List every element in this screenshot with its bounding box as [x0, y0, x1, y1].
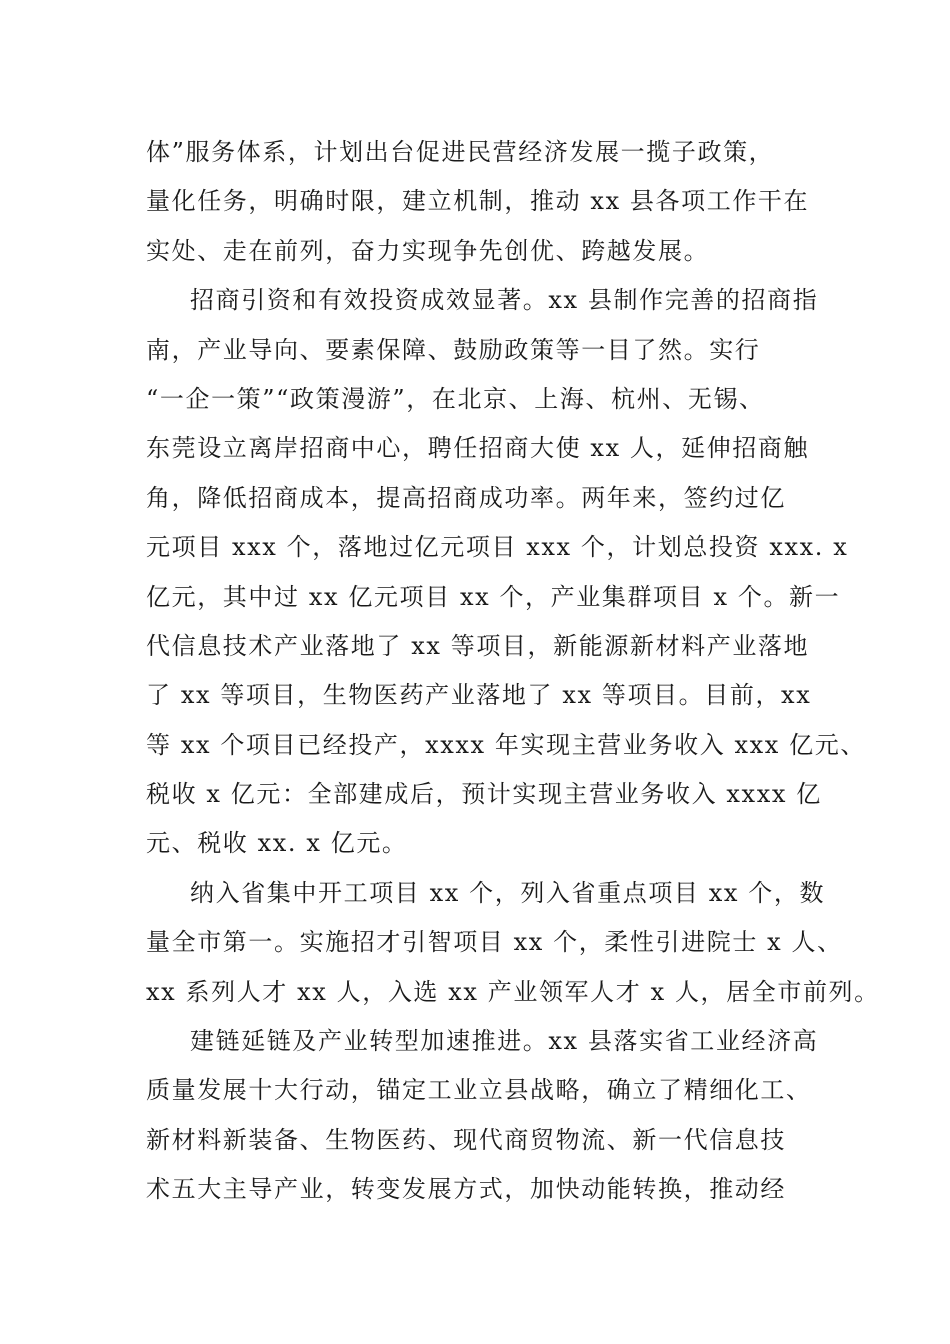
text-line: 新材料新装备、生物医药、现代商贸物流、新一代信息技 [146, 1125, 786, 1154]
text-line: 纳入省集中开工项目 xx 个，列入省重点项目 xx 个，数 [190, 878, 826, 907]
text-line: 术五大主导产业，转变发展方式，加快动能转换，推动经 [146, 1175, 786, 1204]
text-line: 质量发展十大行动，锚定工业立县战略，确立了精细化工、 [146, 1076, 812, 1105]
text-line: 建链延链及产业转型加速推进。xx 县落实省工业经济高 [190, 1027, 819, 1056]
text-line: 等 xx 个项目已经投产，xxxx 年实现主营业务收入 xxx 亿元、 [146, 730, 866, 759]
text-line: 税收 x 亿元：全部建成后，预计实现主营业务收入 xxxx 亿 [146, 780, 822, 809]
text-line: 元、税收 xx. x 亿元。 [146, 829, 408, 858]
text-line: 角，降低招商成本，提高招商成功率。两年来，签约过亿 [146, 483, 786, 512]
text-line: “一企一策”“政策漫游”，在北京、上海、杭州、无锡、 [146, 384, 765, 413]
text-line: 实处、走在前列，奋力实现争先创优、跨越发展。 [146, 236, 710, 265]
text-line: 量全市第一。实施招才引智项目 xx 个，柔性引进院士 x 人、 [146, 928, 843, 957]
text-line: 元项目 xxx 个，落地过亿元项目 xxx 个，计划总投资 xxx. x [146, 533, 849, 562]
text-line: 体”服务体系，计划出台促进民营经济发展一揽子政策， [146, 138, 775, 166]
text-line: 东莞设立离岸招商中心，聘任招商大使 xx 人，延伸招商触 [146, 434, 810, 463]
text-line: 亿元，其中过 xx 亿元项目 xx 个，产业集群项目 x 个。新一 [146, 582, 841, 611]
document-body [146, 128, 880, 1215]
text-line: 南，产业导向、要素保障、鼓励政策等一目了然。实行 [146, 335, 761, 364]
text-line: 量化任务，明确时限，建立机制，推动 xx 县各项工作干在 [146, 187, 810, 216]
text-line: 代信息技术产业落地了 xx 等项目，新能源新材料产业落地 [146, 631, 810, 660]
text-line: 招商引资和有效投资成效显著。xx 县制作完善的招商指 [190, 286, 819, 315]
text-line: 了 xx 等项目，生物医药产业落地了 xx 等项目。目前，xx [146, 681, 812, 710]
text-line: xx 系列人才 xx 人，入选 xx 产业领军人才 x 人，居全市前列。 [146, 977, 880, 1006]
